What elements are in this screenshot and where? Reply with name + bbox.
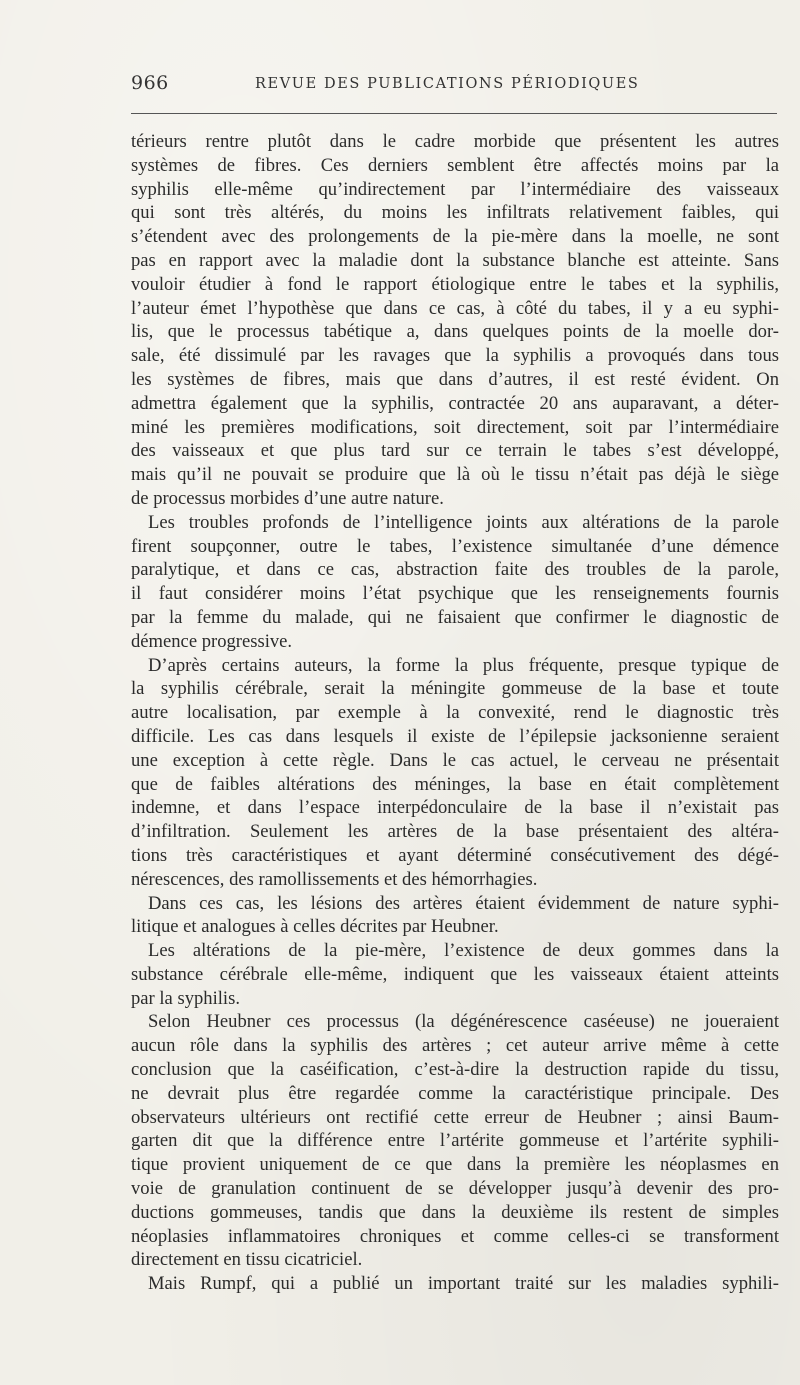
text-line: la syphilis cérébrale, serait la méningite gommeuse de la base et toute: [131, 678, 779, 700]
text-line: difficile. Les cas dans lesquels il existe de l’épilepsie jacksonienne seraient: [131, 725, 779, 747]
text-line: démence progressive.: [131, 630, 293, 652]
text-line: Les altérations de la pie-mère, l’existence de deux gommes dans la: [148, 940, 779, 962]
header-rule: [131, 113, 777, 114]
text-line: Selon Heubner ces processus (la dégénérescence caséeuse) ne joueraient: [148, 1011, 779, 1033]
text-line: D’après certains auteurs, la forme la plus fréquente, presque typique de: [148, 654, 779, 676]
text-line: Les troubles profonds de l’intelligence joints aux altérations de la parole: [148, 511, 779, 533]
text-line: par la syphilis.: [131, 987, 240, 1009]
body-text: [131, 130, 779, 1296]
text-line: d’infiltration. Seulement les artères de la base présentaient des altéra-: [131, 821, 779, 843]
text-line: observateurs ultérieurs ont rectifié cette erreur de Heubner ; ainsi Baum-: [131, 1106, 779, 1128]
text-line: substance cérébrale elle-même, indiquent que les vaisseaux étaient atteints: [131, 963, 779, 985]
page-header: [131, 72, 779, 102]
text-line: une exception à cette règle. Dans le cas actuel, le cerveau ne présentait: [131, 749, 779, 771]
text-line: directement en tissu cicatriciel.: [131, 1249, 363, 1271]
page-number: 966: [131, 72, 169, 94]
text-line: firent soupçonner, outre le tabes, l’existence simultanée d’une démence: [131, 535, 779, 557]
text-line: conclusion que la caséification, c’est-à-dire la destruction rapide du tissu,: [131, 1059, 779, 1081]
text-line: tique provient uniquement de ce que dans la première les néoplasmes en: [131, 1154, 779, 1176]
text-line: il faut considérer moins l’état psychique que les renseignements fournis: [131, 583, 779, 605]
text-line: aucun rôle dans la syphilis des artères ; cet auteur arrive même à cette: [131, 1035, 779, 1057]
text-line: les systèmes de fibres, mais que dans d’autres, il est resté évident. On: [131, 368, 779, 390]
text-line: sale, été dissimulé par les ravages que la syphilis a provoqués dans tous: [131, 345, 779, 367]
text-line: ne devrait plus être regardée comme la caractéristique principale. Des: [131, 1082, 779, 1104]
text-line: syphilis elle-même qu’indirectement par l’intermédiaire des vaisseaux: [131, 178, 779, 200]
text-line: pas en rapport avec la maladie dont la substance blanche est atteinte. Sans: [131, 249, 779, 271]
text-line: Dans ces cas, les lésions des artères étaient évidemment de nature syphi-: [148, 892, 779, 914]
text-line: litique et analogues à celles décrites par Heubner.: [131, 916, 499, 938]
text-line: térieurs rentre plutôt dans le cadre morbide que présentent les autres: [131, 131, 779, 152]
text-line: paralytique, et dans ce cas, abstraction faite des troubles de la parole,: [131, 559, 779, 581]
text-line: des vaisseaux et que plus tard sur ce terrain le tabes s’est développé,: [131, 440, 779, 462]
text-line: admettra également que la syphilis, contractée 20 ans auparavant, a déter-: [131, 392, 779, 414]
text-line: mais qu’il ne pouvait se produire que là où le tissu n’était pas déjà le siège: [131, 464, 779, 486]
text-line: voie de granulation continuent de se développer jusqu’à devenir des pro-: [131, 1178, 779, 1200]
text-line: de processus morbides d’une autre nature.: [131, 487, 444, 509]
text-line: qui sont très altérés, du moins les infiltrats relativement faibles, qui: [131, 202, 779, 224]
text-line: lis, que le processus tabétique a, dans quelques points de la moelle dor-: [131, 321, 779, 343]
text-line: garten dit que la différence entre l’artérite gommeuse et l’artérite syphili-: [131, 1130, 779, 1152]
text-line: néoplasies inflammatoires chroniques et comme celles-ci se transforment: [131, 1225, 779, 1247]
text-line: ductions gommeuses, tandis que dans la deuxième ils restent de simples: [131, 1201, 779, 1223]
text-line: s’étendent avec des prolongements de la pie-mère dans la moelle, ne sont: [131, 226, 779, 248]
running-title: REVUE DES PUBLICATIONS PÉRIODIQUES: [255, 76, 640, 92]
text-line: par la femme du malade, qui ne faisaient que confirmer le diagnostic de: [131, 606, 779, 628]
text-line: l’auteur émet l’hypothèse que dans ce cas, à côté du tabes, il y a eu syphi-: [131, 297, 779, 319]
text-line: indemne, et dans l’espace interpédonculaire de la base il n’existait pas: [131, 797, 779, 819]
text-line: systèmes de fibres. Ces derniers semblent être affectés moins par la: [131, 154, 779, 176]
text-line: tions très caractéristiques et ayant déterminé consécutivement des dégé-: [131, 844, 779, 866]
text-line: autre localisation, par exemple à la convexité, rend le diagnostic très: [131, 702, 779, 724]
text-line: nérescences, des ramollissements et des hémorrhagies.: [131, 868, 538, 890]
text-line: miné les premières modifications, soit directement, soit par l’intermédiaire: [131, 416, 779, 438]
text-line: Mais Rumpf, qui a publié un important traité sur les maladies syphili-: [148, 1273, 779, 1295]
text-line: vouloir étudier à fond le rapport étiologique entre le tabes et la syphilis,: [131, 273, 779, 295]
text-line: que de faibles altérations des méninges, la base en était complètement: [131, 773, 779, 795]
